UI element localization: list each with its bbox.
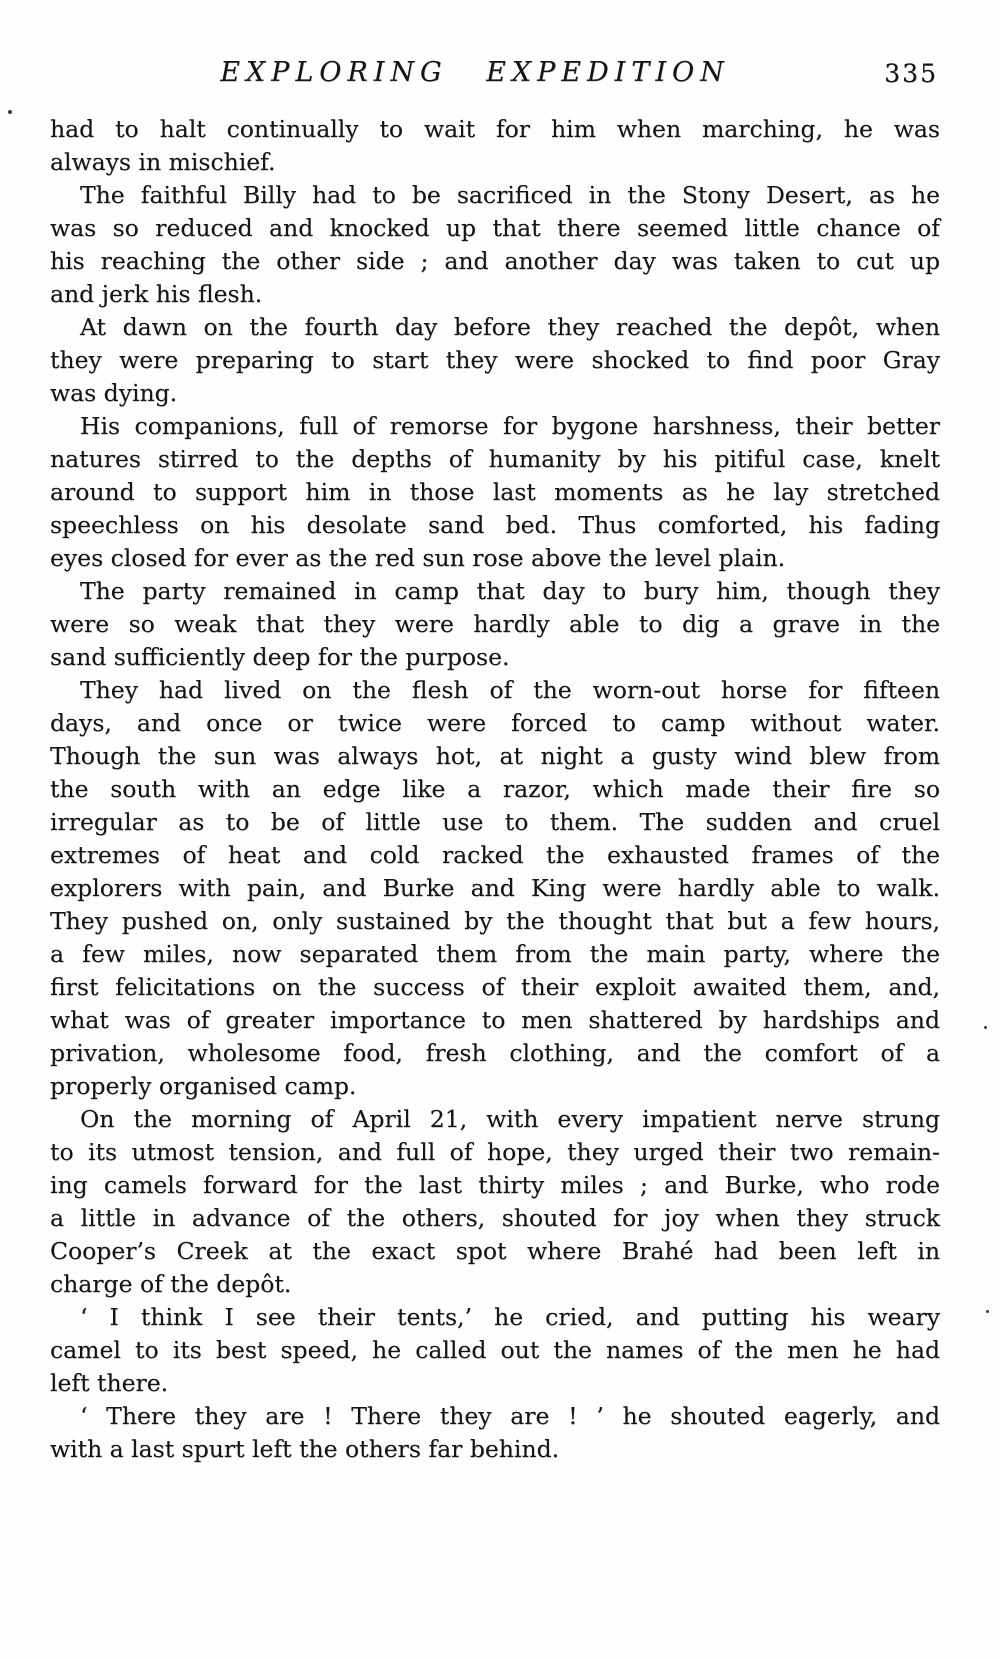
- text-line: what was of greater importance to men shattered by hardships and: [50, 1006, 940, 1034]
- page-title: EXPLORING EXPEDITION: [220, 57, 730, 88]
- paragraph: [50, 113, 940, 179]
- text-line: a little in advance of the others, shouted for joy when they struck: [50, 1204, 940, 1232]
- running-header: [0, 0, 1000, 88]
- text-line: camel to its best speed, he called out the names of the men he had: [50, 1336, 940, 1364]
- text-line: left there.: [50, 1369, 169, 1397]
- text-line: charge of the depôt.: [50, 1270, 292, 1298]
- text-line: first felicitations on the success of their exploit awaited them, and,: [50, 973, 940, 1001]
- text-line: had to halt continually to wait for him when marching, he was: [50, 115, 940, 143]
- paragraph: [50, 179, 940, 311]
- text-line: and jerk his flesh.: [50, 280, 263, 308]
- text-line: Though the sun was always hot, at night a gusty wind blew from: [50, 742, 940, 770]
- page-text: [0, 113, 1000, 1466]
- text-line: extremes of heat and cold racked the exhausted frames of the: [50, 841, 940, 869]
- page-number: 335: [884, 59, 938, 88]
- text-line: On the morning of April 21, with every impatient nerve strung: [80, 1105, 940, 1133]
- text-line: speechless on his desolate sand bed. Thus comforted, his fading: [50, 511, 940, 539]
- text-line: was dying.: [50, 379, 178, 407]
- text-line: a few miles, now separated them from the main party, where the: [50, 940, 940, 968]
- text-line: were so weak that they were hardly able to dig a grave in the: [50, 610, 940, 638]
- paragraph: [50, 410, 940, 575]
- paragraph: [50, 674, 940, 1103]
- text-line: they were preparing to start they were shocked to find poor Gray: [50, 346, 940, 374]
- paragraph: [50, 575, 940, 674]
- text-line: irregular as to be of little use to them. The sudden and cruel: [50, 808, 940, 836]
- paragraph: [50, 311, 940, 410]
- text-line: sand sufficiently deep for the purpose.: [50, 643, 510, 671]
- text-line: to its utmost tension, and full of hope, they urged their two remain-: [50, 1138, 940, 1166]
- text-line: ing camels forward for the last thirty miles ; and Burke, who rode: [50, 1171, 940, 1199]
- text-line: privation, wholesome food, fresh clothing, and the comfort of a: [50, 1039, 940, 1067]
- text-line: the south with an edge like a razor, which made their fire so: [50, 775, 940, 803]
- text-line: The faithful Billy had to be sacrificed in the Stony Desert, as he: [80, 181, 940, 209]
- text-line: always in mischief.: [50, 148, 276, 176]
- text-line: explorers with pain, and Burke and King were hardly able to walk.: [50, 874, 940, 902]
- text-line: They had lived on the flesh of the worn-out horse for fifteen: [80, 676, 940, 704]
- text-line: The party remained in camp that day to bury him, though they: [80, 577, 940, 605]
- text-line: natures stirred to the depths of humanity by his pitiful case, knelt: [50, 445, 940, 473]
- paragraph: [50, 1103, 940, 1301]
- scan-speck: [8, 110, 12, 114]
- text-line: At dawn on the fourth day before they reached the depôt, when: [80, 313, 940, 341]
- text-line: eyes closed for ever as the red sun rose above the level plain.: [50, 544, 786, 572]
- text-line: days, and once or twice were forced to camp without water.: [50, 709, 940, 737]
- text-line: His companions, full of remorse for bygone harshness, their better: [80, 412, 940, 440]
- text-line: Cooper’s Creek at the exact spot where Brahé had been left in: [50, 1237, 940, 1265]
- text-line: ‘ I think I see their tents,’ he cried, and putting his weary: [80, 1303, 940, 1331]
- scan-speck: [986, 1310, 989, 1313]
- paragraph: [50, 1400, 940, 1466]
- paragraph: [50, 1301, 940, 1400]
- text-line: was so reduced and knocked up that there seemed little chance of: [50, 214, 940, 242]
- text-line: ‘ There they are ! There they are ! ’ he shouted eagerly, and: [80, 1402, 940, 1430]
- text-line: around to support him in those last moments as he lay stretched: [50, 478, 940, 506]
- text-line: properly organised camp.: [50, 1072, 357, 1100]
- text-line: his reaching the other side ; and another day was taken to cut up: [50, 247, 940, 275]
- scan-speck: [984, 1026, 987, 1029]
- text-line: They pushed on, only sustained by the thought that but a few hours,: [50, 907, 940, 935]
- text-line: with a last spurt left the others far behind.: [50, 1435, 560, 1463]
